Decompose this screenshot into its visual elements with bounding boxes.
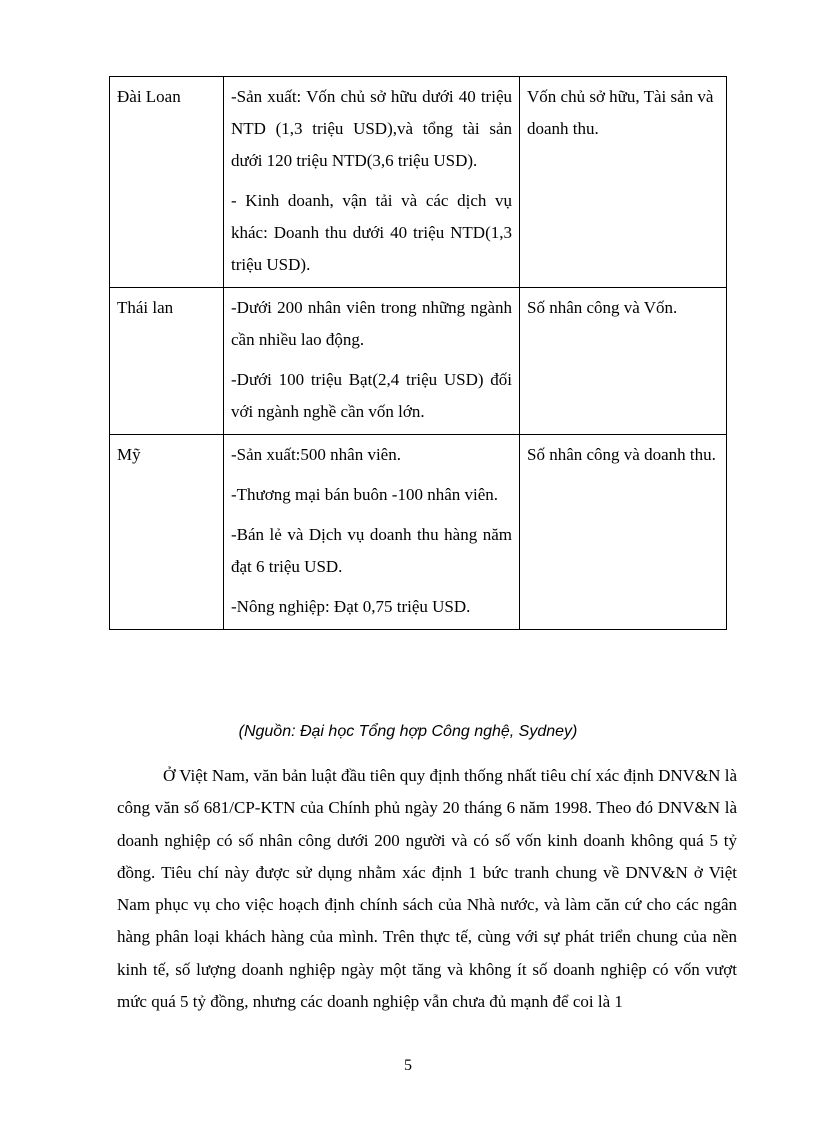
detail-item: -Bán lẻ và Dịch vụ doanh thu hàng năm đạt 6 triệu USD. bbox=[231, 525, 512, 576]
details-cell bbox=[224, 288, 520, 435]
country-cell: Mỹ bbox=[110, 435, 224, 630]
detail-item: -Dưới 100 triệu Bạt(2,4 triệu USD) đối với ngành nghề cần vốn lớn. bbox=[231, 370, 512, 421]
criteria-cell: Số nhân công và doanh thu. bbox=[520, 435, 727, 630]
criteria-cell: Số nhân công và Vốn. bbox=[520, 288, 727, 435]
sme-criteria-table bbox=[109, 76, 727, 630]
body-paragraph: Ở Việt Nam, văn bản luật đầu tiên quy định thống nhất tiêu chí xác định DNV&N là công văn số 681/CP-KTN của Chính phủ ngày 20 tháng 6 năm 1998. Theo đó DNV&N là doanh nghiệp có số nhân công dưới 200 người và có số vốn kinh doanh không quá 5 tỷ đồng. Tiêu chí này được sử dụng nhằm xác định 1 bức tranh chung về DNV&N ở Việt Nam phục vụ cho việc hoạch định chính sách của Nhà nước, và làm căn cứ cho các ngân hàng phân loại khách hàng của mình. Trên thực tế, cùng với sự phát triển chung của nền kinh tế, số lượng doanh nghiệp ngày một tăng và không ít số doanh nghiệp có vốn vượt mức quá 5 tỷ đồng, nhưng các doanh nghiệp vẫn chưa đủ mạnh để coi là 1 bbox=[117, 766, 737, 1012]
page-number: 5 bbox=[404, 1057, 412, 1074]
detail-item: -Sản xuất:500 nhân viên. bbox=[231, 445, 401, 464]
table-row bbox=[110, 288, 727, 435]
details-cell bbox=[224, 435, 520, 630]
detail-item: - Kinh doanh, vận tải và các dịch vụ khác: Doanh thu dưới 40 triệu NTD(1,3 triệu USD). bbox=[231, 191, 512, 274]
details-cell bbox=[224, 77, 520, 288]
detail-item: -Thương mại bán buôn -100 nhân viên. bbox=[231, 485, 499, 504]
table-row bbox=[110, 77, 727, 288]
detail-item: -Nông nghiệp: Đạt 0,75 triệu USD. bbox=[231, 597, 471, 616]
country-cell: Thái lan bbox=[110, 288, 224, 435]
table-row bbox=[110, 435, 727, 630]
criteria-cell: Vốn chủ sở hữu, Tài sản và doanh thu. bbox=[520, 77, 727, 288]
table-source-caption: (Nguồn: Đại học Tổng hợp Công nghệ, Sydney) bbox=[238, 723, 578, 740]
detail-item: -Dưới 200 nhân viên trong những ngành cần nhiều lao động. bbox=[231, 298, 512, 349]
country-cell: Đài Loan bbox=[110, 77, 224, 288]
detail-item: -Sản xuất: Vốn chủ sở hữu dưới 40 triệu NTD (1,3 triệu USD),và tổng tài sản dưới 120 triệu NTD(3,6 triệu USD). bbox=[231, 87, 512, 170]
